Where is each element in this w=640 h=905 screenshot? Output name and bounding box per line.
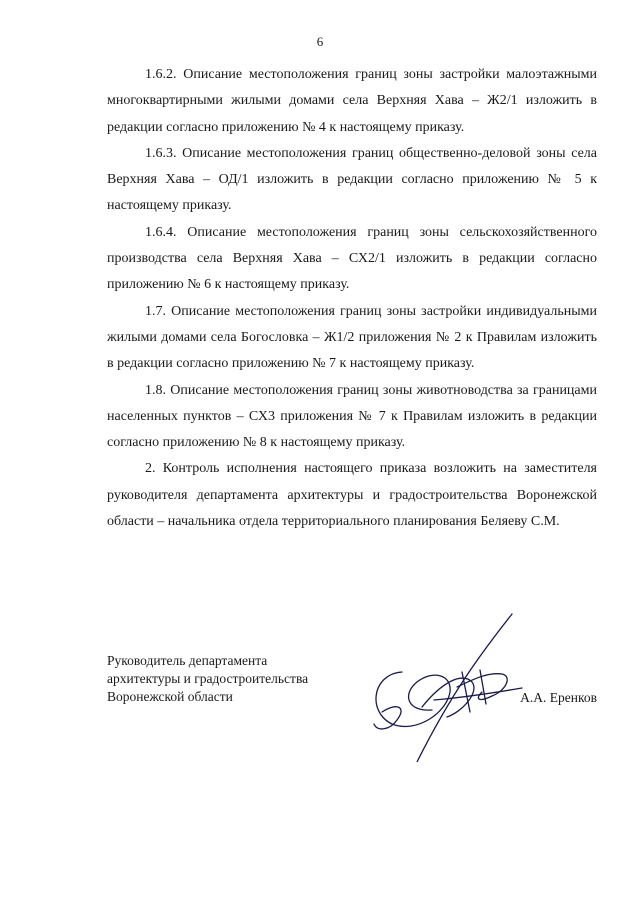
paragraph-1-6-3: 1.6.3. Описание местоположения границ общественно-деловой зоны села Верхняя Хава – ОД/1 изложить в редакции согласно приложению № 5 к настоящему приказу. <box>107 145 597 214</box>
handwritten-signature <box>362 612 562 762</box>
signatory-title-line: Руководитель департамента <box>107 653 268 668</box>
paragraph-1-7: 1.7. Описание местоположения границ зоны застройки индивидуальными жилыми домами села Богословка – Ж1/2 приложения № 2 к Правилам изложить в редакции согласно приложению № 7 к настоящему приказу. <box>107 303 597 372</box>
paragraph-1-6-2: 1.6.2. Описание местоположения границ зоны застройки малоэтажными многоквартирными жилыми домами села Верхняя Хава – Ж2/1 изложить в редакции согласно приложению № 4 к настоящему приказу. <box>107 67 597 135</box>
paragraph-1-8: 1.8. Описание местоположения границ зоны животноводства за границами населенных пунктов – СХ3 приложения № 7 к Правилам изложить в редакции согласно приложению № 8 к настоящему приказу. <box>107 382 597 451</box>
paragraph-2: 2. Контроль исполнения настоящего приказа возложить на заместителя руководителя департамента архитектуры и градостроительства Воронежской области – начальника отдела территориального планирования Беляеву С.М. <box>107 461 597 530</box>
page-number: 6 <box>316 34 324 49</box>
signatory-title-line: архитектуры и градостроительства <box>107 671 309 686</box>
signatory-title-line: Воронежской области <box>107 689 233 704</box>
paragraph-1-6-4: 1.6.4. Описание местоположения границ зоны сельскохозяйственного производства села Верхняя Хава – СХ2/1 изложить в редакции согласно приложению № 6 к настоящему приказу. <box>107 224 597 293</box>
signatory-title <box>107 652 308 706</box>
signatory-name: А.А. Еренков <box>520 690 597 705</box>
signature-block <box>107 652 597 772</box>
document-body <box>107 62 597 535</box>
